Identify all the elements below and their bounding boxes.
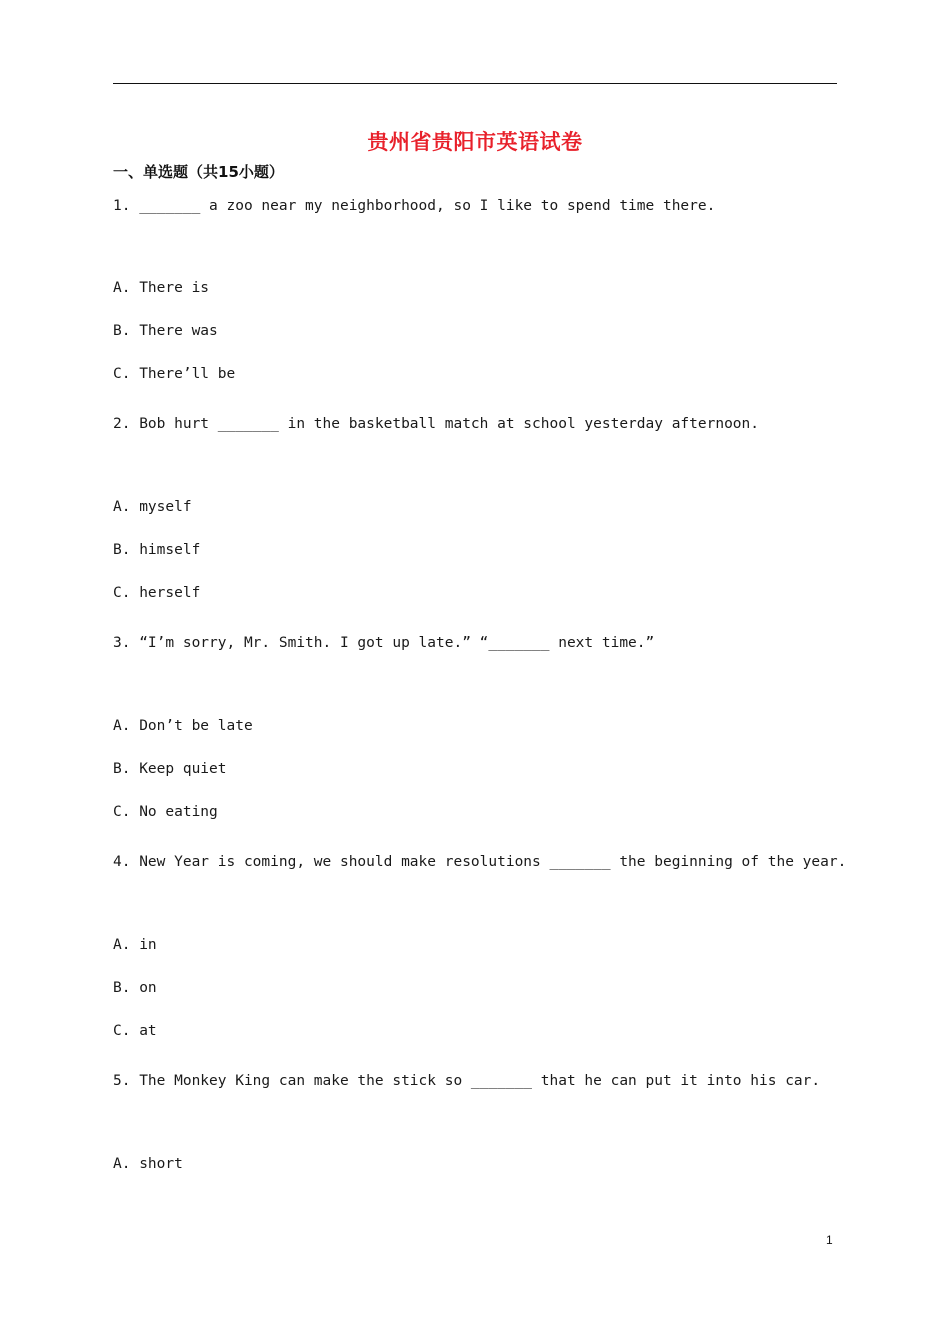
question-2-option-a: A. myself: [113, 499, 192, 515]
question-2-stem: 2. Bob hurt _______ in the basketball match at school yesterday afternoon.: [113, 416, 760, 432]
page-number: 1: [826, 1233, 833, 1247]
question-4-option-b: B. on: [113, 980, 157, 996]
header-rule: [113, 83, 837, 84]
question-4-option-a: A. in: [113, 937, 157, 953]
question-3-option-c: C. No eating: [113, 804, 218, 820]
question-1-option-b: B. There was: [113, 323, 218, 339]
question-4-stem: 4. New Year is coming, we should make resolutions _______ the beginning of the year.: [113, 854, 847, 870]
question-1-option-a: A. There is: [113, 280, 210, 296]
question-3-option-a: A. Don’t be late: [113, 718, 253, 734]
question-5-option-a: A. short: [113, 1156, 183, 1172]
question-3-stem: 3. “I’m sorry, Mr. Smith. I got up late.” “_______ next time.”: [113, 635, 655, 651]
question-3-option-b: B. Keep quiet: [113, 761, 227, 777]
question-5-stem: 5. The Monkey King can make the stick so _______ that he can put it into his car.: [113, 1073, 821, 1089]
question-1-option-c: C. There’ll be: [113, 366, 236, 382]
question-2-option-c: C. herself: [113, 585, 201, 601]
document-title: 贵州省贵阳市英语试卷: [367, 130, 583, 154]
question-2-option-b: B. himself: [113, 542, 201, 558]
section-heading: 一、单选题（共15小题）: [113, 163, 284, 181]
question-1-stem: 1. _______ a zoo near my neighborhood, so I like to spend time there.: [113, 198, 716, 214]
question-4-option-c: C. at: [113, 1023, 157, 1039]
